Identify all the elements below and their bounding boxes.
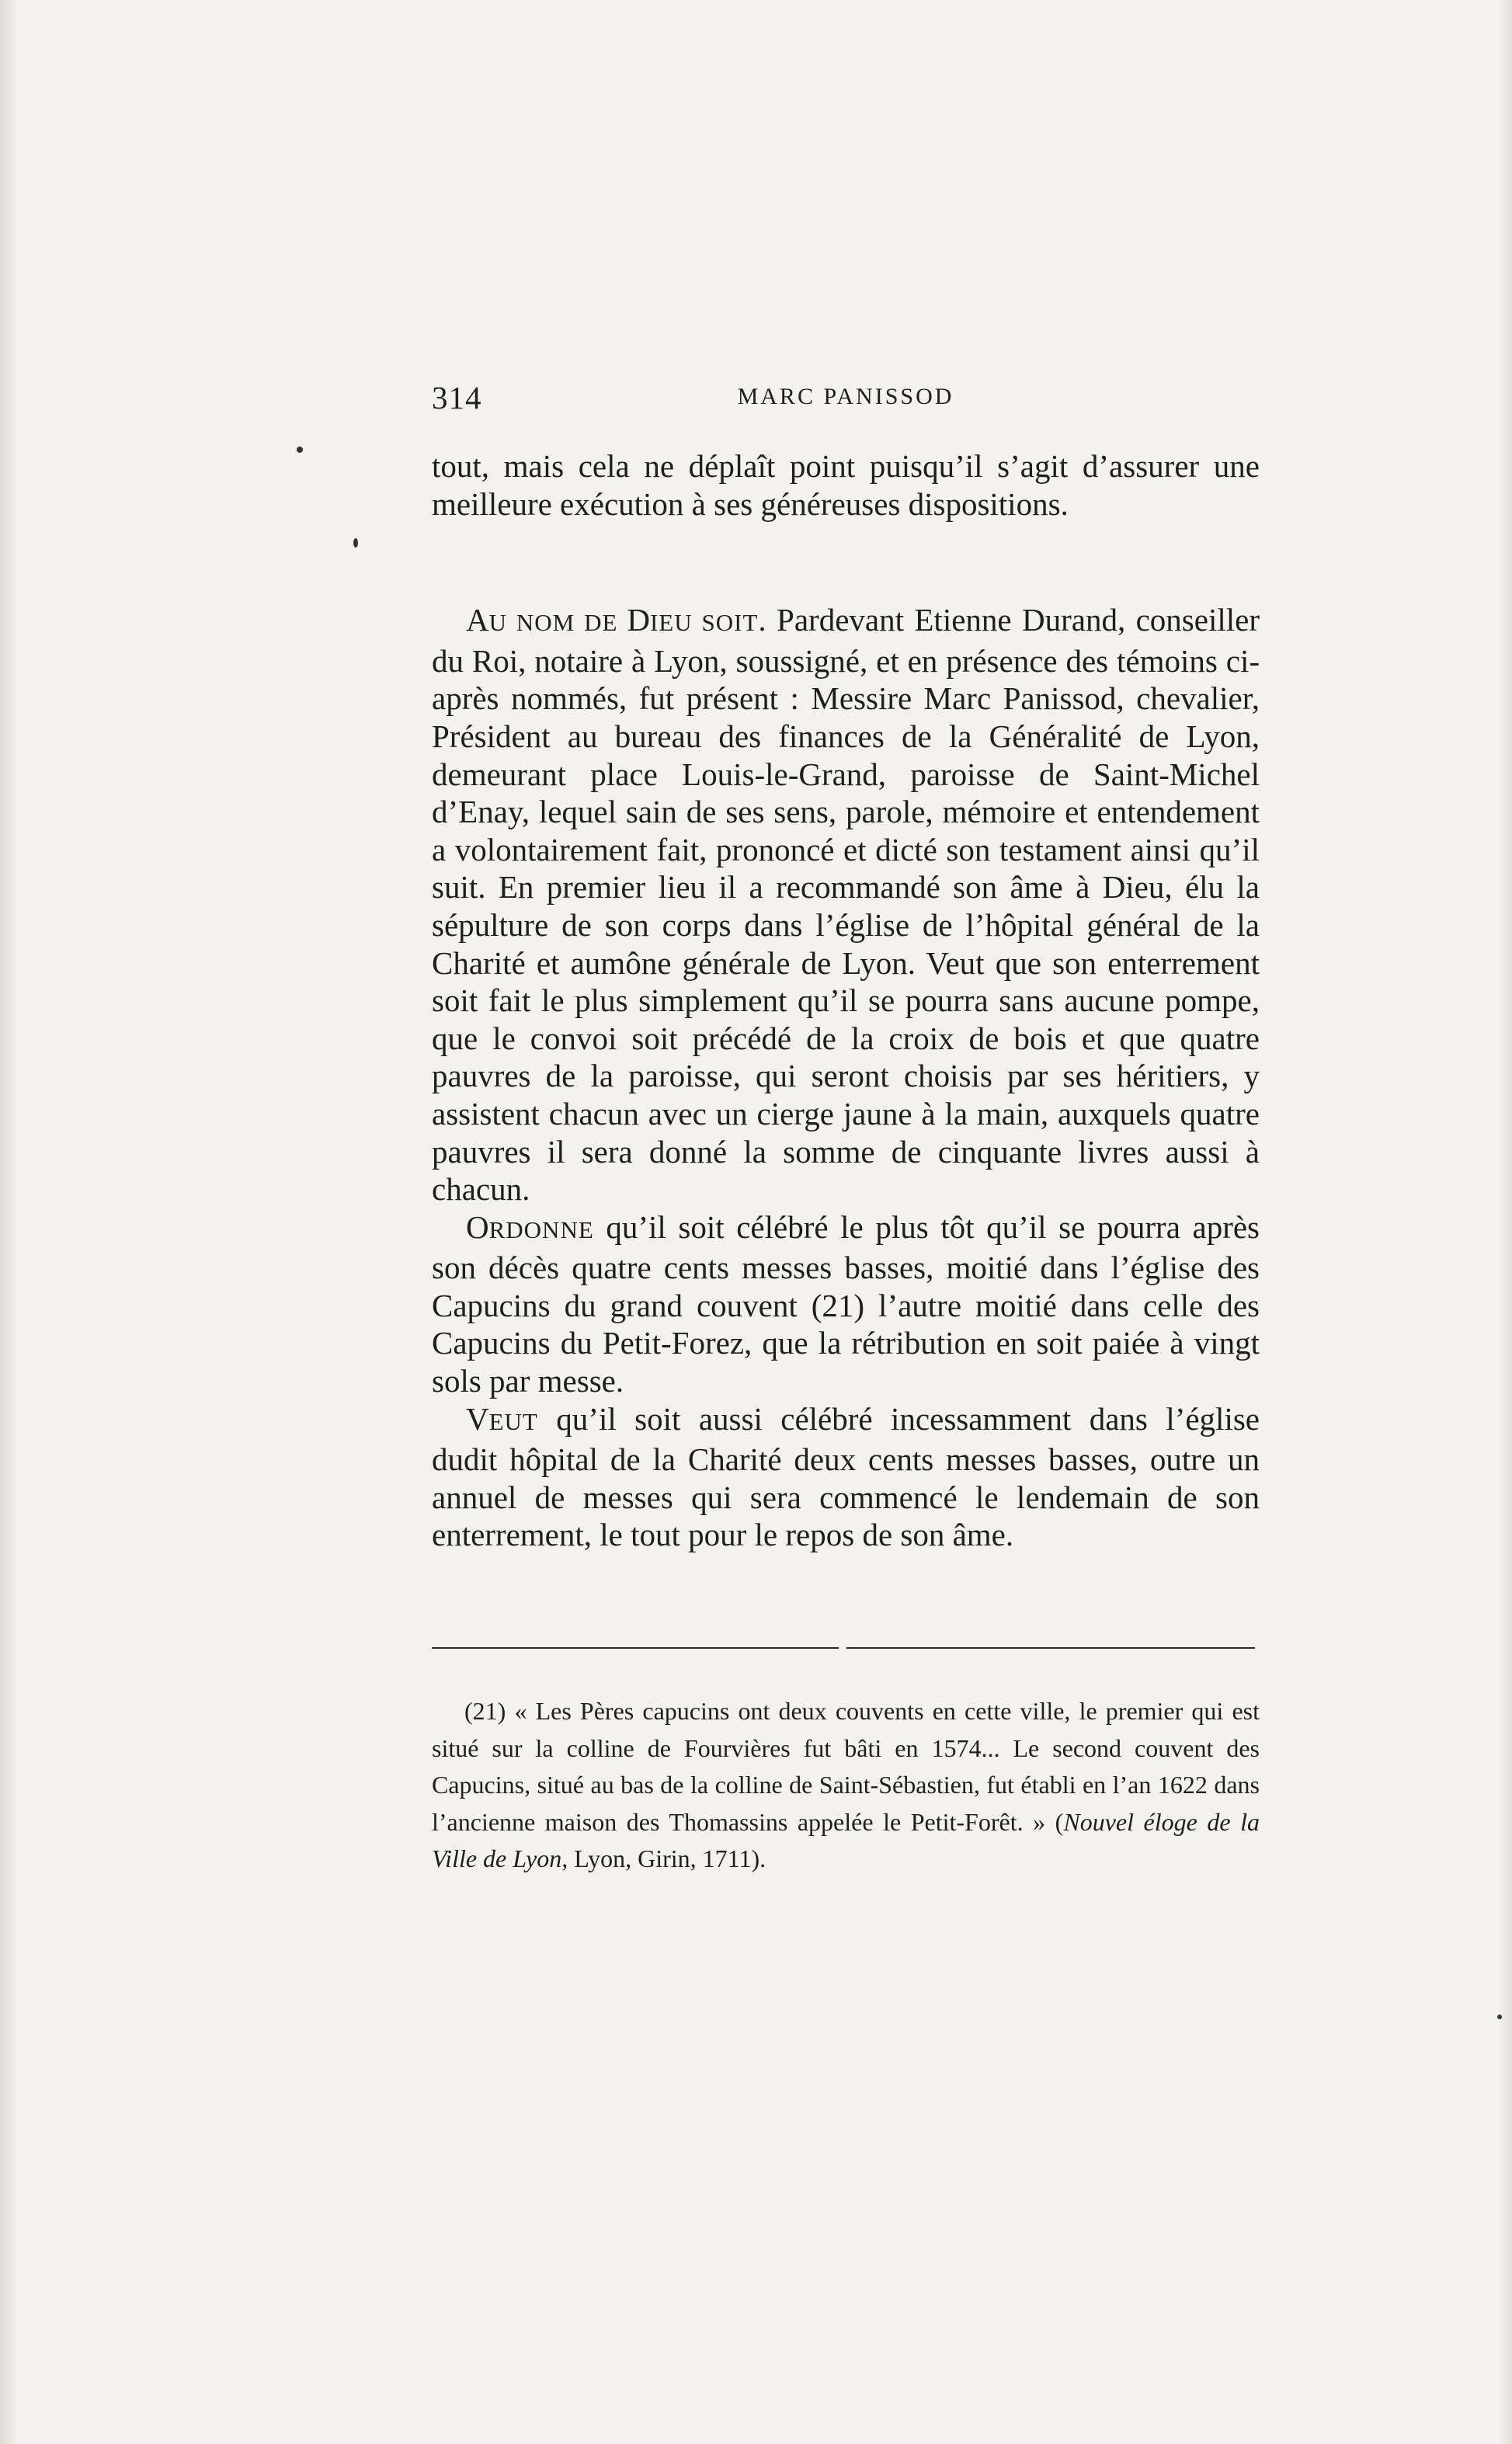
small-caps-text: RDONNE	[488, 1215, 594, 1243]
ink-speck	[297, 447, 303, 453]
paragraph-text: . Pardevant Etienne Durand, conseiller du Roi, notaire à Lyon, soussigné, et en présence des témoins ci-après nommés, fut présent : Messire Marc Panissod, chevalier, Président au bureau des finances de la Généralité de Lyon, demeurant place Louis-le-Grand, paroisse de Saint-Michel d’Enay, lequel sain de ses sens, parole, mémoire et entendement a volontairement fait, prononcé et dicté son testament ainsi qu’il suit. En premier lieu il a recommandé son âme à Dieu, élu la sépulture de son corps dans l’église de l’hôpital général de la Charité et aumône générale de Lyon. Veut que son enterrement soit fait le plus simplement qu’il se pourra sans aucune pompe, que le convoi soit précédé de la croix de bois et que quatre pauvres de la paroisse, qui seront choisis par ses héritiers, y assistent chacun avec un cierge jaune à la main, auxquels quatre pauvres il sera donné la somme de cinquante livres aussi à chacun.	[432, 602, 1260, 1208]
ordonne-paragraph	[432, 1208, 1260, 1400]
page-header	[432, 379, 1260, 426]
testament-paragraph	[432, 601, 1260, 1208]
veut-paragraph	[432, 1400, 1260, 1554]
page-number: 314	[432, 380, 482, 415]
footnote-marker: (21)	[464, 1697, 506, 1725]
footnote	[432, 1693, 1260, 1878]
page-edge-right	[1498, 0, 1512, 2444]
body-text	[432, 447, 1260, 1554]
ink-speck	[1497, 2015, 1502, 2019]
paragraph-text: l’autre moitié dans celle des Capucins du Petit-Forez, que la rétribution en soit paiée à vingt sols par messe.	[432, 1287, 1260, 1399]
small-caps-text: EUT	[488, 1407, 538, 1435]
paragraph-text: qu’il soit célébré le plus tôt qu’il se pourra après son décès quatre cents messes basses, moitié dans l’église des Capucins du grand couvent	[432, 1208, 1260, 1323]
small-caps-initial: O	[466, 1208, 489, 1245]
small-caps-initial: V	[466, 1400, 489, 1437]
footnote-paragraph	[432, 1693, 1260, 1878]
footnote-text: « Les Pères capucins ont deux couvents en cette ville, le premier qui est situé sur la colline de Fourvières fut bâti en 1574... Le second couvent des Capucins, situé au bas de la colline de Saint-Sébastien, fut établi en l’an 1622 dans l’ancienne maison des Thomassins appelée le Petit-Forêt. » (	[432, 1697, 1260, 1836]
small-caps-initial: A	[466, 602, 489, 638]
footnote-reference: (21)	[811, 1287, 865, 1323]
footnote-source-title: Nouvel éloge de la Ville de Lyon	[432, 1807, 1260, 1872]
paragraph-text: qu’il soit aussi célébré incessamment dans l’église dudit hôpital de la Charité deux cents messes basses, outre un annuel de messes qui sera commencé le lendemain de son enterrement, le tout pour le repos de son âme.	[432, 1400, 1260, 1553]
continuation-paragraph: tout, mais cela ne déplaît point puisqu’il s’agit d’assurer une meilleure exécution à ses généreuses dispositions.	[432, 448, 1260, 522]
footnote-rule	[432, 1647, 839, 1649]
ink-speck	[353, 538, 358, 548]
running-head: MARC PANISSOD	[737, 384, 954, 409]
footnote-source-rest: , Lyon, Girin, 1711).	[561, 1844, 766, 1872]
small-caps-initial: D	[627, 602, 650, 638]
footnote-rule	[846, 1647, 1255, 1649]
small-caps-text: U NOM DE	[488, 609, 627, 637]
page-edge-left	[0, 0, 17, 2444]
small-caps-text: IEU SOIT	[649, 609, 759, 637]
